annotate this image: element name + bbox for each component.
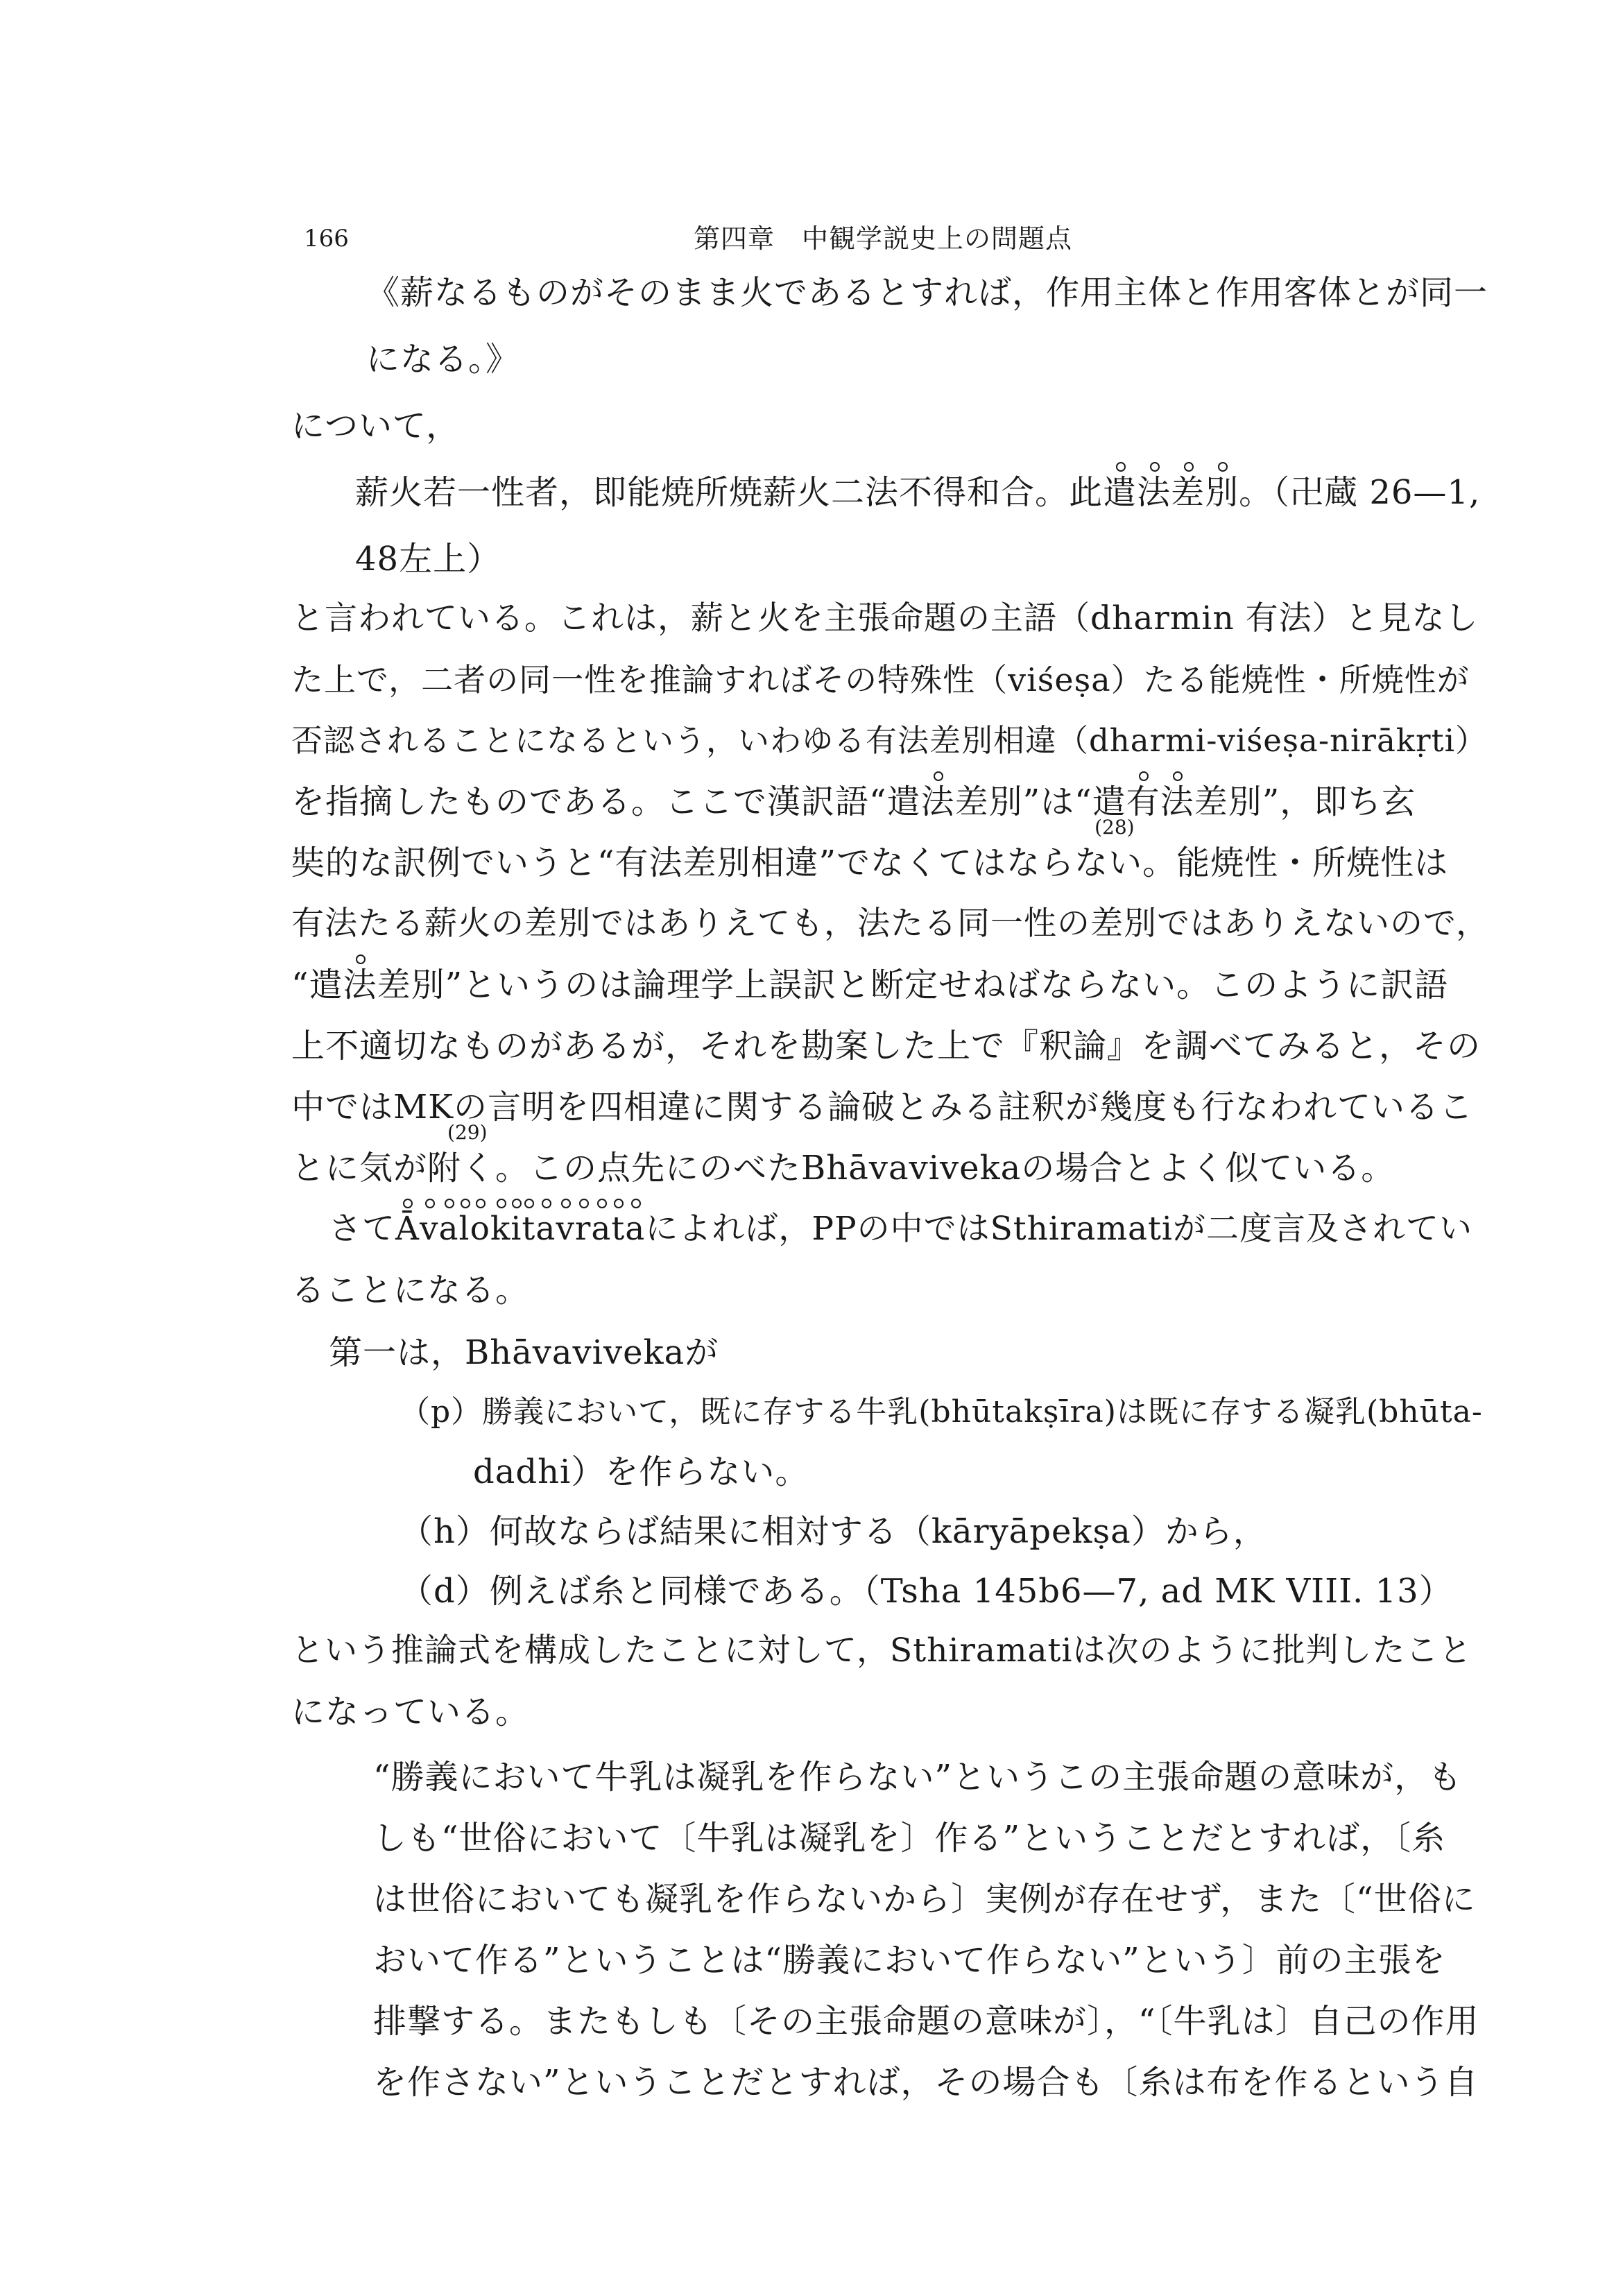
emphasis-char: 法 [1160,782,1194,821]
emphasis-char: t [522,1208,535,1250]
text-line: “勝義において牛乳は凝乳を作らない”というこの主張命題の意味が，も [373,1758,1463,1797]
text-line: になっている。 [291,1693,530,1731]
text-line [291,781,1416,823]
footnote-marker: (28) [1094,816,1135,839]
text-line: を作さない”ということだとすれば，その場合も〔糸は布を作るという自 [373,2063,1479,2102]
emphasis-char: v [420,1208,439,1250]
text-line: （h）何故ならば結果に相対する（kāryāpekṣa）から， [400,1512,1267,1551]
text-line: 上不適切なものがあるが，それを勘案した上で『釈論』を調べてみると，その [291,1027,1482,1065]
text-line: 《薪なるものがそのまま火であるとすれば，作用主体と作用客体とが同一 [366,273,1488,312]
text-line: 中ではMKの言明を四相違に関する論破とみる註釈が幾度も行なわれているこ [291,1088,1474,1126]
emphasis-char: 差 [1171,473,1205,512]
text-run: 。（卍蔵 26—1, [1239,473,1481,512]
emphasis-char: 法 [343,966,377,1004]
emphasis-char: Ā [395,1208,420,1250]
text-line: た上で，二者の同一性を推論すればその特殊性（viśeṣa）たる能焼性・所焼性が [291,661,1470,699]
text-line: しも“世俗において〔牛乳は凝乳を〕作る”ということだとすれば，〔糸 [373,1819,1446,1858]
text-line: と言われている。これは，薪と火を主張命題の主語（dharmin 有法）と見なし [291,599,1479,637]
text-line [291,1121,1396,1189]
text-line [329,1208,1472,1250]
emphasis-char: a [535,1208,556,1250]
emphasis-char: a [625,1208,645,1250]
text-run: “遣 [291,966,343,1004]
text-line: 有法たる薪火の差別ではありえても，法たる同一性の差別ではありえないので， [291,905,1490,943]
text-line: 48左上） [355,540,501,579]
text-run: 奘的な訳例でいうと“有法差別相違”でなくてはならな [291,843,1109,882]
text-line: という推論式を構成したことに対して，Sthiramatiは次のように批判したこと [291,1631,1472,1670]
footnote-marker: (29) [447,1121,488,1144]
emphasis-char: 遣 [1103,473,1137,512]
text-line: おいて作る”ということは“勝義において作らない”という〕前の主張を [373,1941,1446,1980]
text-line [355,472,1480,513]
text-line: （p）勝義において，既に存する牛乳(bhūtakṣīra)は既に存する凝乳(bhūta- [400,1394,1483,1430]
emphasis-char: k [490,1208,510,1250]
text-line: 排撃する。またもしも〔その主張命題の意味が〕，“〔牛乳は〕自己の作用 [373,2002,1479,2041]
emphasis-char: a [439,1208,459,1250]
text-line: 第一は，Bhāvavivekaが [329,1333,719,1372]
text-line: dadhi）を作らない。 [473,1453,809,1491]
text-run: 差別”というのは論理学上誤訳と断定せねばならない。このように訳語 [377,966,1449,1004]
text-line [291,816,1449,884]
footnote-anchor [447,1121,496,1189]
text-run: によれば，PPの中ではSthiramatiが二度言及されてい [645,1210,1472,1248]
text-line: は世俗においても凝乳を作らないから〕実例が存在せず，また〔“世俗に [373,1880,1476,1919]
emphasis-char: o [470,1208,490,1250]
text-run: さて [329,1210,395,1248]
text-run: 差別”，即ち玄 [1194,782,1416,821]
emphasis-char: 有 [1126,782,1160,821]
emphasis-char: 法 [1137,473,1171,512]
emphasis-char: r [575,1208,591,1250]
emphasis-char: v [556,1208,575,1250]
emphasis-char: l [459,1208,470,1250]
emphasis-char: 法 [920,782,955,821]
text-run: く [461,1149,496,1188]
text-run: を指摘したものである。ここで漢訳語“遣 [291,782,921,821]
emphasis-char: i [510,1208,522,1250]
text-line: について， [291,406,461,445]
text-run: 。この点先にのべたBhāvavivekaの場合とよく似ている。 [495,1149,1396,1188]
text-run: 。能焼性・所焼性は [1142,843,1449,882]
text-run: とに気が附 [291,1149,462,1188]
text-line: になる。》 [366,340,520,379]
text-run: 薪火若一性者，即能焼所焼薪火二法不得和合。此 [355,473,1104,512]
text-line: 否認されることになるという，いわゆる有法差別相違（dharmi-viśeṣa-nirākṛti） [291,722,1488,759]
running-head: 第四章 中観学説史上の問題点 [694,223,1073,254]
emphasis-char: 別 [1205,473,1239,512]
text-line [291,964,1448,1006]
text-run: い [1108,843,1143,882]
emphasized-name [395,1210,645,1248]
text-line: ることになる。 [291,1271,530,1310]
text-run: 差別”は“遣 [954,782,1126,821]
emphasis-char: t [611,1208,625,1250]
footnote-anchor [1094,816,1143,884]
page-header [0,221,1623,262]
text-line: （d）例えば糸と同様である。（Tsha 145b6—7, ad MK VIII. 13） [400,1572,1453,1611]
page-number: 166 [304,225,349,252]
emphasis-char: a [591,1208,611,1250]
